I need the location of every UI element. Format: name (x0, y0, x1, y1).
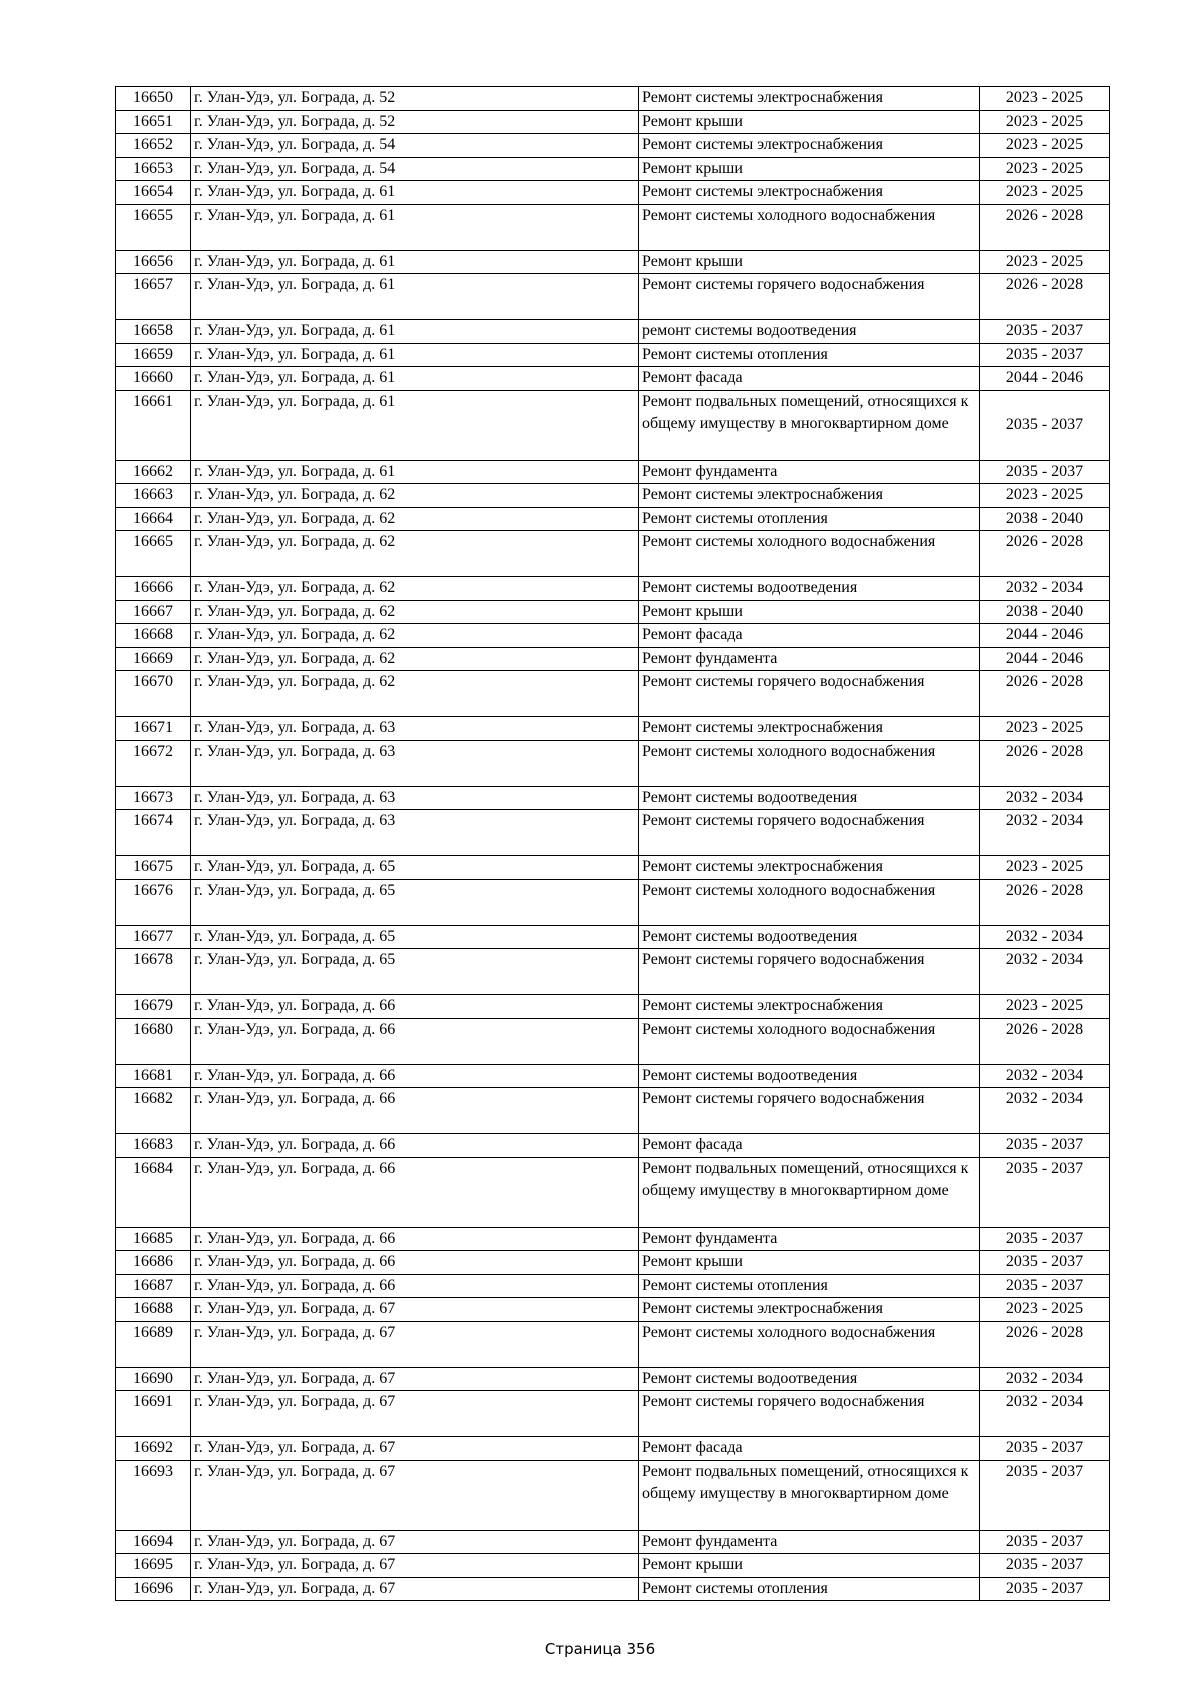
row-work-type: Ремонт фундамента (639, 647, 980, 671)
row-address: г. Улан-Удэ, ул. Бограда, д. 65 (191, 856, 639, 880)
row-address: г. Улан-Удэ, ул. Бограда, д. 63 (191, 810, 639, 856)
row-work-type: Ремонт системы холодного водоснабжения (639, 1018, 980, 1064)
row-number: 16662 (116, 460, 191, 484)
row-work-type: Ремонт фасада (639, 1437, 980, 1461)
table-row (116, 624, 1110, 648)
row-address: г. Улан-Удэ, ул. Бограда, д. 61 (191, 250, 639, 274)
row-number: 16658 (116, 320, 191, 344)
row-address: г. Улан-Удэ, ул. Бограда, д. 62 (191, 647, 639, 671)
table-row (116, 343, 1110, 367)
row-work-type: Ремонт системы отопления (639, 1274, 980, 1298)
row-work-type: Ремонт системы горячего водоснабжения (639, 810, 980, 856)
row-number: 16674 (116, 810, 191, 856)
row-number: 16650 (116, 87, 191, 111)
row-number: 16683 (116, 1134, 191, 1158)
table-row (116, 1157, 1110, 1227)
row-work-type: Ремонт системы горячего водоснабжения (639, 1088, 980, 1134)
row-work-type: Ремонт системы электроснабжения (639, 87, 980, 111)
row-period: 2023 - 2025 (980, 995, 1110, 1019)
table-row (116, 320, 1110, 344)
row-number: 16673 (116, 786, 191, 810)
row-work-type: Ремонт системы холодного водоснабжения (639, 740, 980, 786)
row-number: 16656 (116, 250, 191, 274)
row-number: 16692 (116, 1437, 191, 1461)
table-row (116, 577, 1110, 601)
row-address: г. Улан-Удэ, ул. Бограда, д. 66 (191, 1018, 639, 1064)
row-work-type: Ремонт фасада (639, 367, 980, 391)
table-row (116, 1298, 1110, 1322)
row-period: 2023 - 2025 (980, 484, 1110, 508)
row-address: г. Улан-Удэ, ул. Бограда, д. 67 (191, 1298, 639, 1322)
row-period: 2038 - 2040 (980, 507, 1110, 531)
row-address: г. Улан-Удэ, ул. Бограда, д. 63 (191, 717, 639, 741)
row-number: 16652 (116, 134, 191, 158)
table-row (116, 1530, 1110, 1554)
row-number: 16664 (116, 507, 191, 531)
row-period: 2032 - 2034 (980, 1367, 1110, 1391)
row-period: 2035 - 2037 (980, 1577, 1110, 1601)
row-period: 2032 - 2034 (980, 1391, 1110, 1437)
table-row (116, 181, 1110, 205)
table-row (116, 1367, 1110, 1391)
row-number: 16669 (116, 647, 191, 671)
table-row (116, 949, 1110, 995)
row-period: 2026 - 2028 (980, 531, 1110, 577)
row-period: 2032 - 2034 (980, 810, 1110, 856)
row-number: 16691 (116, 1391, 191, 1437)
row-period: 2032 - 2034 (980, 786, 1110, 810)
row-work-type: Ремонт системы горячего водоснабжения (639, 274, 980, 320)
row-address: г. Улан-Удэ, ул. Бограда, д. 52 (191, 110, 639, 134)
table-row (116, 1321, 1110, 1367)
table-row (116, 390, 1110, 460)
row-number: 16657 (116, 274, 191, 320)
table-row (116, 600, 1110, 624)
row-number: 16685 (116, 1227, 191, 1251)
row-work-type: Ремонт системы водоотведения (639, 1367, 980, 1391)
row-number: 16694 (116, 1530, 191, 1554)
table-row (116, 647, 1110, 671)
row-period: 2023 - 2025 (980, 110, 1110, 134)
row-number: 16688 (116, 1298, 191, 1322)
row-number: 16655 (116, 204, 191, 250)
row-work-type: Ремонт системы отопления (639, 343, 980, 367)
row-work-type: Ремонт системы водоотведения (639, 1064, 980, 1088)
row-address: г. Улан-Удэ, ул. Бограда, д. 62 (191, 507, 639, 531)
table-row (116, 250, 1110, 274)
row-work-type: Ремонт фундамента (639, 1530, 980, 1554)
row-work-type: Ремонт системы холодного водоснабжения (639, 531, 980, 577)
row-number: 16654 (116, 181, 191, 205)
row-address: г. Улан-Удэ, ул. Бограда, д. 67 (191, 1577, 639, 1601)
row-period: 2023 - 2025 (980, 1298, 1110, 1322)
row-period: 2026 - 2028 (980, 274, 1110, 320)
row-work-type: Ремонт крыши (639, 1251, 980, 1275)
row-work-type: Ремонт фасада (639, 624, 980, 648)
table-row (116, 925, 1110, 949)
table-row (116, 1391, 1110, 1437)
row-period: 2026 - 2028 (980, 740, 1110, 786)
row-number: 16693 (116, 1460, 191, 1530)
table-row (116, 1134, 1110, 1158)
row-number: 16679 (116, 995, 191, 1019)
row-period: 2032 - 2034 (980, 1064, 1110, 1088)
table-row (116, 274, 1110, 320)
row-address: г. Улан-Удэ, ул. Бограда, д. 62 (191, 671, 639, 717)
row-work-type: Ремонт фундамента (639, 1227, 980, 1251)
row-address: г. Улан-Удэ, ул. Бограда, д. 65 (191, 879, 639, 925)
table-row (116, 786, 1110, 810)
row-work-type: Ремонт системы электроснабжения (639, 181, 980, 205)
row-address: г. Улан-Удэ, ул. Бограда, д. 63 (191, 740, 639, 786)
table-row (116, 110, 1110, 134)
row-period: 2032 - 2034 (980, 949, 1110, 995)
row-number: 16686 (116, 1251, 191, 1275)
table-row (116, 87, 1110, 111)
row-number: 16651 (116, 110, 191, 134)
table-row (116, 810, 1110, 856)
row-period: 2023 - 2025 (980, 717, 1110, 741)
row-number: 16689 (116, 1321, 191, 1367)
row-address: г. Улан-Удэ, ул. Бограда, д. 61 (191, 181, 639, 205)
row-number: 16690 (116, 1367, 191, 1391)
table-row (116, 879, 1110, 925)
row-work-type: Ремонт системы горячего водоснабжения (639, 1391, 980, 1437)
row-number: 16678 (116, 949, 191, 995)
row-address: г. Улан-Удэ, ул. Бограда, д. 62 (191, 624, 639, 648)
row-address: г. Улан-Удэ, ул. Бограда, д. 62 (191, 484, 639, 508)
row-work-type: Ремонт фундамента (639, 460, 980, 484)
row-address: г. Улан-Удэ, ул. Бограда, д. 66 (191, 1227, 639, 1251)
row-number: 16676 (116, 879, 191, 925)
repair-schedule-table (115, 86, 1110, 1601)
row-work-type: Ремонт крыши (639, 600, 980, 624)
row-address: г. Улан-Удэ, ул. Бограда, д. 54 (191, 157, 639, 181)
row-period: 2035 - 2037 (980, 320, 1110, 344)
row-work-type: Ремонт системы водоотведения (639, 925, 980, 949)
row-period: 2035 - 2037 (980, 1227, 1110, 1251)
row-work-type: Ремонт крыши (639, 110, 980, 134)
row-address: г. Улан-Удэ, ул. Бограда, д. 54 (191, 134, 639, 158)
row-work-type: Ремонт системы электроснабжения (639, 856, 980, 880)
table-row (116, 1274, 1110, 1298)
row-work-type: Ремонт системы водоотведения (639, 577, 980, 601)
row-period: 2044 - 2046 (980, 647, 1110, 671)
table-row (116, 1018, 1110, 1064)
row-period: 2035 - 2037 (980, 1460, 1110, 1530)
row-number: 16660 (116, 367, 191, 391)
table-row (116, 1577, 1110, 1601)
row-number: 16665 (116, 531, 191, 577)
row-address: г. Улан-Удэ, ул. Бограда, д. 67 (191, 1437, 639, 1461)
row-work-type: Ремонт крыши (639, 157, 980, 181)
row-number: 16695 (116, 1554, 191, 1578)
row-address: г. Улан-Удэ, ул. Бограда, д. 61 (191, 367, 639, 391)
row-address: г. Улан-Удэ, ул. Бограда, д. 66 (191, 1088, 639, 1134)
row-number: 16663 (116, 484, 191, 508)
table-row (116, 204, 1110, 250)
row-number: 16668 (116, 624, 191, 648)
row-number: 16672 (116, 740, 191, 786)
row-work-type: Ремонт фасада (639, 1134, 980, 1158)
row-number: 16666 (116, 577, 191, 601)
row-number: 16680 (116, 1018, 191, 1064)
table-row (116, 484, 1110, 508)
row-address: г. Улан-Удэ, ул. Бограда, д. 66 (191, 1157, 639, 1227)
row-period: 2023 - 2025 (980, 856, 1110, 880)
row-period: 2035 - 2037 (980, 1437, 1110, 1461)
row-address: г. Улан-Удэ, ул. Бограда, д. 67 (191, 1554, 639, 1578)
page-number: Страница 356 (544, 1640, 656, 1658)
row-work-type: Ремонт системы отопления (639, 1577, 980, 1601)
row-work-type: Ремонт системы горячего водоснабжения (639, 671, 980, 717)
row-address: г. Улан-Удэ, ул. Бограда, д. 61 (191, 460, 639, 484)
row-address: г. Улан-Удэ, ул. Бограда, д. 65 (191, 925, 639, 949)
row-address: г. Улан-Удэ, ул. Бограда, д. 66 (191, 1274, 639, 1298)
table-row (116, 1554, 1110, 1578)
table-row (116, 157, 1110, 181)
row-number: 16659 (116, 343, 191, 367)
table-row (116, 1227, 1110, 1251)
row-number: 16667 (116, 600, 191, 624)
row-address: г. Улан-Удэ, ул. Бограда, д. 67 (191, 1367, 639, 1391)
row-period: 2026 - 2028 (980, 1018, 1110, 1064)
row-period: 2023 - 2025 (980, 250, 1110, 274)
table-body (116, 87, 1110, 1601)
row-period: 2032 - 2034 (980, 925, 1110, 949)
row-period: 2038 - 2040 (980, 600, 1110, 624)
row-work-type: Ремонт системы электроснабжения (639, 484, 980, 508)
row-work-type: Ремонт крыши (639, 250, 980, 274)
table-row (116, 1437, 1110, 1461)
row-period: 2026 - 2028 (980, 671, 1110, 717)
table-row (116, 995, 1110, 1019)
row-period: 2023 - 2025 (980, 87, 1110, 111)
row-work-type: Ремонт крыши (639, 1554, 980, 1578)
row-period: 2035 - 2037 (980, 1554, 1110, 1578)
row-period: 2032 - 2034 (980, 1088, 1110, 1134)
row-address: г. Улан-Удэ, ул. Бограда, д. 65 (191, 949, 639, 995)
table-row (116, 740, 1110, 786)
row-period: 2044 - 2046 (980, 367, 1110, 391)
row-number: 16653 (116, 157, 191, 181)
row-number: 16677 (116, 925, 191, 949)
row-address: г. Улан-Удэ, ул. Бограда, д. 66 (191, 995, 639, 1019)
row-period: 2035 - 2037 (980, 1530, 1110, 1554)
table-row (116, 671, 1110, 717)
row-number: 16681 (116, 1064, 191, 1088)
row-period: 2023 - 2025 (980, 181, 1110, 205)
row-work-type: Ремонт системы электроснабжения (639, 717, 980, 741)
table-row (116, 134, 1110, 158)
table-row (116, 1251, 1110, 1275)
row-period: 2035 - 2037 (980, 1251, 1110, 1275)
row-period: 2023 - 2025 (980, 134, 1110, 158)
row-number: 16661 (116, 390, 191, 460)
row-address: г. Улан-Удэ, ул. Бограда, д. 67 (191, 1460, 639, 1530)
row-period: 2044 - 2046 (980, 624, 1110, 648)
row-work-type: Ремонт системы холодного водоснабжения (639, 204, 980, 250)
row-period: 2026 - 2028 (980, 1321, 1110, 1367)
row-address: г. Улан-Удэ, ул. Бограда, д. 66 (191, 1134, 639, 1158)
row-period: 2035 - 2037 (980, 460, 1110, 484)
row-address: г. Улан-Удэ, ул. Бограда, д. 52 (191, 87, 639, 111)
row-work-type: Ремонт системы холодного водоснабжения (639, 1321, 980, 1367)
row-address: г. Улан-Удэ, ул. Бограда, д. 62 (191, 531, 639, 577)
row-period: 2026 - 2028 (980, 879, 1110, 925)
row-number: 16671 (116, 717, 191, 741)
row-address: г. Улан-Удэ, ул. Бограда, д. 67 (191, 1530, 639, 1554)
row-period: 2035 - 2037 (980, 390, 1110, 460)
row-work-type: ремонт системы водоотведения (639, 320, 980, 344)
row-period: 2035 - 2037 (980, 1157, 1110, 1227)
row-number: 16684 (116, 1157, 191, 1227)
row-address: г. Улан-Удэ, ул. Бограда, д. 61 (191, 204, 639, 250)
row-number: 16682 (116, 1088, 191, 1134)
row-work-type: Ремонт системы водоотведения (639, 786, 980, 810)
row-number: 16675 (116, 856, 191, 880)
table-row (116, 1460, 1110, 1530)
row-address: г. Улан-Удэ, ул. Бограда, д. 61 (191, 320, 639, 344)
row-address: г. Улан-Удэ, ул. Бограда, д. 61 (191, 274, 639, 320)
row-work-type: Ремонт системы отопления (639, 507, 980, 531)
row-period: 2023 - 2025 (980, 157, 1110, 181)
table-row (116, 856, 1110, 880)
row-work-type: Ремонт системы холодного водоснабжения (639, 879, 980, 925)
row-number: 16696 (116, 1577, 191, 1601)
row-work-type: Ремонт системы электроснабжения (639, 134, 980, 158)
row-address: г. Улан-Удэ, ул. Бограда, д. 67 (191, 1391, 639, 1437)
row-work-type: Ремонт подвальных помещений, относящихся к общему имуществу в многоквартирном доме (639, 1460, 980, 1530)
row-address: г. Улан-Удэ, ул. Бограда, д. 61 (191, 390, 639, 460)
row-address: г. Улан-Удэ, ул. Бограда, д. 66 (191, 1251, 639, 1275)
row-address: г. Улан-Удэ, ул. Бограда, д. 67 (191, 1321, 639, 1367)
row-period: 2035 - 2037 (980, 1274, 1110, 1298)
table-row (116, 507, 1110, 531)
row-address: г. Улан-Удэ, ул. Бограда, д. 61 (191, 343, 639, 367)
row-work-type: Ремонт подвальных помещений, относящихся к общему имуществу в многоквартирном доме (639, 390, 980, 460)
row-period: 2026 - 2028 (980, 204, 1110, 250)
table-row (116, 717, 1110, 741)
row-number: 16687 (116, 1274, 191, 1298)
table-row (116, 460, 1110, 484)
row-address: г. Улан-Удэ, ул. Бограда, д. 62 (191, 600, 639, 624)
row-work-type: Ремонт подвальных помещений, относящихся к общему имуществу в многоквартирном доме (639, 1157, 980, 1227)
table-row (116, 1064, 1110, 1088)
row-work-type: Ремонт системы электроснабжения (639, 995, 980, 1019)
row-period: 2035 - 2037 (980, 343, 1110, 367)
row-address: г. Улан-Удэ, ул. Бограда, д. 62 (191, 577, 639, 601)
row-number: 16670 (116, 671, 191, 717)
row-period: 2032 - 2034 (980, 577, 1110, 601)
row-address: г. Улан-Удэ, ул. Бограда, д. 63 (191, 786, 639, 810)
row-address: г. Улан-Удэ, ул. Бограда, д. 66 (191, 1064, 639, 1088)
table-row (116, 1088, 1110, 1134)
table-row (116, 367, 1110, 391)
row-work-type: Ремонт системы горячего водоснабжения (639, 949, 980, 995)
row-period: 2035 - 2037 (980, 1134, 1110, 1158)
row-work-type: Ремонт системы электроснабжения (639, 1298, 980, 1322)
table-row (116, 531, 1110, 577)
